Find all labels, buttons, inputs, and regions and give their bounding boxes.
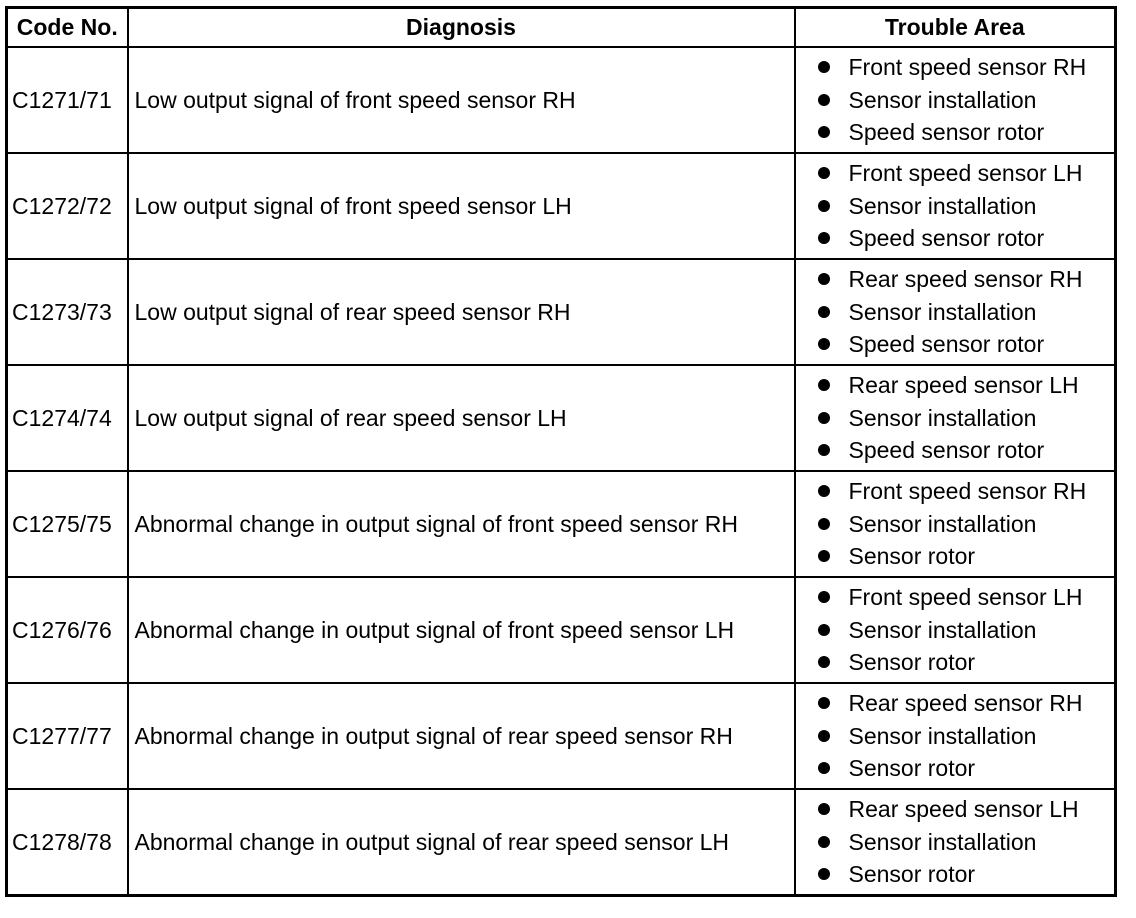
diagnosis-cell: Low output signal of front speed sensor RH bbox=[128, 47, 795, 153]
trouble-area-text: Sensor rotor bbox=[848, 861, 976, 888]
table-row bbox=[7, 365, 1116, 471]
trouble-area-list bbox=[796, 475, 1115, 573]
list-item bbox=[818, 858, 1115, 891]
list-item bbox=[818, 296, 1115, 329]
table-row bbox=[7, 683, 1116, 789]
diagnosis-cell: Abnormal change in output signal of front speed sensor LH bbox=[128, 577, 795, 683]
bullet-icon bbox=[818, 338, 830, 350]
trouble-area-text: Front speed sensor LH bbox=[848, 160, 1083, 187]
list-item bbox=[818, 614, 1115, 647]
bullet-icon bbox=[818, 167, 830, 179]
trouble-area-text: Sensor installation bbox=[848, 86, 1037, 113]
list-item bbox=[818, 84, 1115, 117]
trouble-area-list bbox=[796, 157, 1115, 255]
list-item bbox=[818, 646, 1115, 679]
trouble-area-text: Rear speed sensor RH bbox=[848, 690, 1083, 717]
list-item bbox=[818, 222, 1115, 255]
list-item bbox=[818, 157, 1115, 190]
bullet-icon bbox=[818, 444, 830, 456]
trouble-area-text: Rear speed sensor LH bbox=[848, 796, 1079, 823]
table-body bbox=[7, 47, 1116, 896]
list-item bbox=[818, 402, 1115, 435]
trouble-area-cell bbox=[795, 365, 1116, 471]
trouble-area-text: Sensor installation bbox=[848, 404, 1037, 431]
bullet-icon bbox=[818, 61, 830, 73]
table-row bbox=[7, 153, 1116, 259]
bullet-icon bbox=[818, 591, 830, 603]
trouble-area-text: Sensor installation bbox=[848, 510, 1037, 537]
trouble-area-cell bbox=[795, 259, 1116, 365]
trouble-area-text: Speed sensor rotor bbox=[848, 331, 1045, 358]
trouble-area-list bbox=[796, 687, 1115, 785]
header-code: Code No. bbox=[7, 8, 128, 48]
bullet-icon bbox=[818, 94, 830, 106]
bullet-icon bbox=[818, 730, 830, 742]
bullet-icon bbox=[818, 518, 830, 530]
list-item bbox=[818, 475, 1115, 508]
trouble-area-cell bbox=[795, 789, 1116, 896]
trouble-area-text: Sensor installation bbox=[848, 722, 1037, 749]
diagnosis-cell: Abnormal change in output signal of front speed sensor RH bbox=[128, 471, 795, 577]
bullet-icon bbox=[818, 656, 830, 668]
table-row bbox=[7, 789, 1116, 896]
trouble-area-list bbox=[796, 263, 1115, 361]
list-item bbox=[818, 434, 1115, 467]
trouble-area-list bbox=[796, 51, 1115, 149]
bullet-icon bbox=[818, 200, 830, 212]
bullet-icon bbox=[818, 232, 830, 244]
trouble-area-text: Front speed sensor LH bbox=[848, 584, 1083, 611]
list-item bbox=[818, 540, 1115, 573]
bullet-icon bbox=[818, 273, 830, 285]
list-item bbox=[818, 720, 1115, 753]
list-item bbox=[818, 116, 1115, 149]
list-item bbox=[818, 752, 1115, 785]
bullet-icon bbox=[818, 762, 830, 774]
bullet-icon bbox=[818, 379, 830, 391]
header-row bbox=[7, 8, 1116, 48]
list-item bbox=[818, 51, 1115, 84]
list-item bbox=[818, 263, 1115, 296]
table-row bbox=[7, 471, 1116, 577]
bullet-icon bbox=[818, 836, 830, 848]
table-row bbox=[7, 259, 1116, 365]
trouble-area-list bbox=[796, 793, 1115, 891]
diagnosis-cell: Low output signal of rear speed sensor RH bbox=[128, 259, 795, 365]
list-item bbox=[818, 793, 1115, 826]
table-row bbox=[7, 47, 1116, 153]
list-item bbox=[818, 328, 1115, 361]
list-item bbox=[818, 581, 1115, 614]
code-cell: C1273/73 bbox=[7, 259, 128, 365]
trouble-area-list bbox=[796, 369, 1115, 467]
bullet-icon bbox=[818, 126, 830, 138]
trouble-area-cell bbox=[795, 471, 1116, 577]
bullet-icon bbox=[818, 550, 830, 562]
dtc-table bbox=[5, 6, 1117, 897]
trouble-area-text: Speed sensor rotor bbox=[848, 119, 1045, 146]
trouble-area-cell bbox=[795, 683, 1116, 789]
bullet-icon bbox=[818, 697, 830, 709]
trouble-area-cell bbox=[795, 153, 1116, 259]
list-item bbox=[818, 190, 1115, 223]
diagnosis-cell: Low output signal of front speed sensor LH bbox=[128, 153, 795, 259]
list-item bbox=[818, 508, 1115, 541]
trouble-area-text: Rear speed sensor RH bbox=[848, 266, 1083, 293]
trouble-area-text: Sensor installation bbox=[848, 828, 1037, 855]
bullet-icon bbox=[818, 485, 830, 497]
trouble-area-list bbox=[796, 581, 1115, 679]
trouble-area-cell bbox=[795, 577, 1116, 683]
trouble-area-text: Speed sensor rotor bbox=[848, 225, 1045, 252]
trouble-area-text: Sensor installation bbox=[848, 616, 1037, 643]
code-cell: C1276/76 bbox=[7, 577, 128, 683]
trouble-area-text: Front speed sensor RH bbox=[848, 54, 1087, 81]
bullet-icon bbox=[818, 624, 830, 636]
list-item bbox=[818, 687, 1115, 720]
code-cell: C1278/78 bbox=[7, 789, 128, 896]
code-cell: C1277/77 bbox=[7, 683, 128, 789]
code-cell: C1272/72 bbox=[7, 153, 128, 259]
code-cell: C1274/74 bbox=[7, 365, 128, 471]
diagnosis-cell: Abnormal change in output signal of rear speed sensor LH bbox=[128, 789, 795, 896]
table-row bbox=[7, 577, 1116, 683]
trouble-area-text: Sensor rotor bbox=[848, 649, 976, 676]
bullet-icon bbox=[818, 306, 830, 318]
bullet-icon bbox=[818, 412, 830, 424]
header-trouble-area: Trouble Area bbox=[795, 8, 1116, 48]
code-cell: C1271/71 bbox=[7, 47, 128, 153]
trouble-area-text: Sensor installation bbox=[848, 192, 1037, 219]
diagnosis-cell: Abnormal change in output signal of rear speed sensor RH bbox=[128, 683, 795, 789]
bullet-icon bbox=[818, 868, 830, 880]
trouble-area-text: Rear speed sensor LH bbox=[848, 372, 1079, 399]
trouble-area-cell bbox=[795, 47, 1116, 153]
code-cell: C1275/75 bbox=[7, 471, 128, 577]
list-item bbox=[818, 826, 1115, 859]
trouble-area-text: Front speed sensor RH bbox=[848, 478, 1087, 505]
trouble-area-text: Sensor rotor bbox=[848, 755, 976, 782]
list-item bbox=[818, 369, 1115, 402]
trouble-area-text: Sensor installation bbox=[848, 298, 1037, 325]
bullet-icon bbox=[818, 803, 830, 815]
trouble-area-text: Speed sensor rotor bbox=[848, 437, 1045, 464]
trouble-area-text: Sensor rotor bbox=[848, 543, 976, 570]
header-diagnosis: Diagnosis bbox=[128, 8, 795, 48]
diagnosis-cell: Low output signal of rear speed sensor LH bbox=[128, 365, 795, 471]
